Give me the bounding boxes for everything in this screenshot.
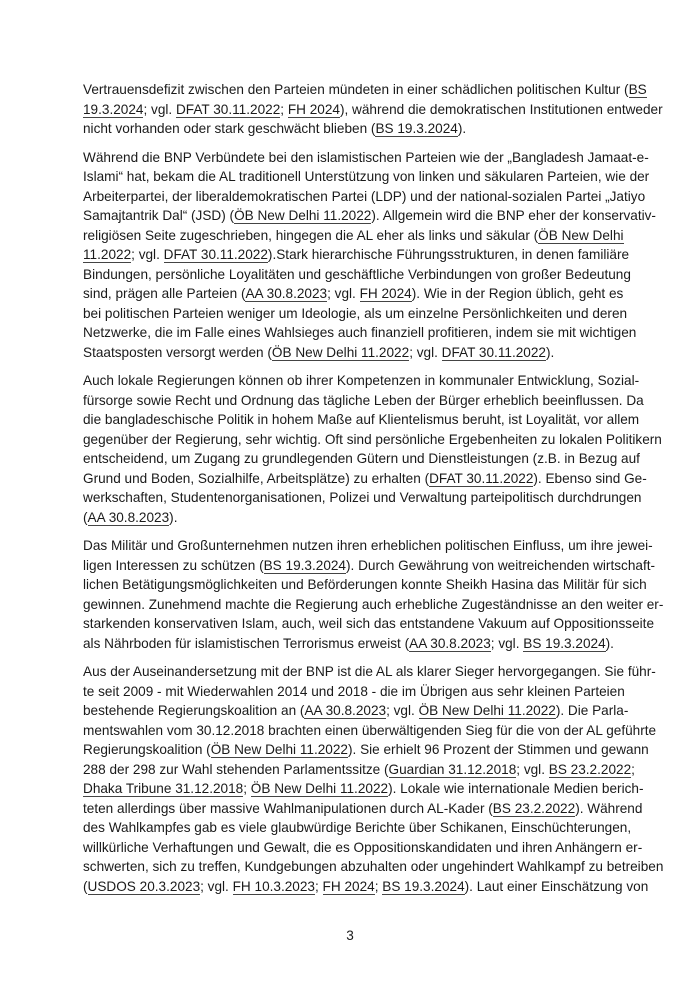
citation-link[interactable]: BS 19.3.2024 [375, 121, 458, 136]
text-segment: teten allerdings über massive Wahlmanipulationen durch AL-Kader ( [83, 800, 493, 816]
citation-link[interactable]: BS 19.3.2024 [263, 557, 346, 573]
text-segment: ligen Interessen zu schützen ( [83, 557, 264, 573]
citation-link[interactable]: AA 30.8.2023 [245, 286, 328, 301]
text-segment: Während die BNP Verbündete bei den islamistischen Parteien wie der „Bangladesh Jamaat-e- [83, 149, 649, 165]
citation-link[interactable]: USDOS 20.3.2023 [87, 878, 201, 894]
citation-link[interactable]: FH 2024 [287, 101, 340, 117]
text-line [83, 469, 647, 489]
text-segment: die bangladeschische Politik in hohem Maße auf Klientelismus beruht, ist Loyalität, vor allem [83, 412, 640, 427]
text-line [83, 449, 640, 469]
text-segment: bei politischen Parteien weniger um Ideologie, als um einzelne Persönlichkeiten und deren [83, 305, 628, 321]
text-segment: werkschaften, Studentenorganisationen, Polizei und Verwaltung parteipolitisch durchdrungen [83, 490, 642, 505]
text-segment: Staatsposten versorgt werden ( [83, 344, 272, 360]
citation-link[interactable]: AA 30.8.2023 [304, 703, 387, 718]
text-segment: ; [314, 878, 323, 894]
text-line [83, 721, 657, 741]
text-line [83, 877, 649, 897]
text-segment: sind, prägen alle Parteien ( [83, 286, 246, 301]
text-line [83, 206, 656, 226]
citation-link[interactable]: FH 10.3.2023 [232, 878, 315, 894]
text-segment: lichen Betätigungsmöglichkeiten und Beförderungen konnte Sheikh Hasina das Militär für sich [83, 577, 647, 592]
text-segment: ). [457, 121, 467, 136]
text-segment: gegenüber der Regierung, sehr wichtig. Oft sind persönliche Ergebenheiten zu lokalen Politikern [83, 431, 662, 447]
text-segment: religiösen Seite zugeschrieben, hingegen die AL eher als links und säkular ( [83, 227, 539, 243]
citation-link[interactable]: AA 30.8.2023 [409, 635, 491, 651]
citation-link[interactable]: BS [628, 82, 647, 97]
text-segment: schwerten, sich zu treffen, Kundgebungen abzuhalten oder ungehindert Wahlkampf zu betreiben [83, 859, 664, 874]
text-line [83, 575, 647, 595]
text-segment: als Nährboden für islamistischen Terrorismus erweist ( [83, 635, 410, 651]
text-line [83, 857, 664, 877]
text-line [83, 100, 663, 120]
text-segment: ). [169, 509, 178, 525]
text-line [83, 682, 625, 702]
text-line [83, 838, 643, 858]
text-segment: ). [545, 344, 555, 360]
text-line [83, 80, 647, 100]
text-segment: Vertrauensdefizit zwischen den Parteien mündeten in einer schädlichen politischen Kultur ( [83, 82, 629, 97]
text-line [83, 119, 617, 139]
text-line [83, 371, 640, 391]
text-segment: ). Die Parla- [555, 703, 629, 718]
text-segment: Grund und Boden, Sozialhilfe, Arbeitsplätze) zu erhalten ( [83, 470, 430, 486]
text-segment: Samajtantrik Dal“ (JSD) ( [83, 208, 235, 223]
citation-link[interactable]: ÖB New Delhi 11.2022 [418, 703, 556, 718]
text-line [83, 614, 655, 634]
paragraph [83, 148, 656, 363]
text-segment: ; [374, 878, 383, 894]
citation-link[interactable]: Dhaka Tribune 31.12.2018 [83, 781, 244, 796]
text-segment: ( [83, 509, 88, 525]
text-segment: willkürliche Verhaftungen und Gewalt, die es Oppositionskandidaten und ihren Anhängern er- [83, 839, 643, 855]
text-segment: Auch lokale Regierungen können ob ihrer Kompetenzen in kommunaler Entwicklung, Sozial- [83, 373, 640, 388]
citation-link[interactable]: DFAT 30.11.2022 [429, 470, 534, 486]
text-segment: ; vgl. [200, 878, 233, 894]
text-segment: ). Sie erhielt 96 Prozent der Stimmen und gewann [347, 742, 649, 757]
citation-link[interactable]: ÖB New Delhi 11.2022 [250, 781, 389, 796]
text-line [83, 167, 650, 187]
text-line [83, 740, 649, 760]
text-segment: ; vgl. [131, 247, 164, 262]
citation-link[interactable]: AA 30.8.2023 [87, 509, 170, 525]
citation-link[interactable]: FH 2024 [359, 286, 412, 301]
text-segment: Arbeiterpartei, der liberaldemokratischen Partei (LDP) und der national-sozialen Partei „Jatiyo [83, 188, 646, 204]
citation-link[interactable]: ÖB New Delhi 11.2022 [234, 208, 372, 223]
text-segment: ( [83, 878, 88, 894]
text-line [83, 508, 617, 528]
text-line [83, 760, 635, 780]
text-segment: ; vgl. [490, 635, 524, 651]
citation-link[interactable]: BS 23.2.2022 [548, 761, 632, 777]
text-line [83, 323, 637, 343]
text-line [83, 148, 649, 168]
text-segment: entscheidend, um Zugang zu grundlegenden Gütern und Dienstleistungen (z.B. in Bezug auf [83, 451, 640, 466]
citation-link[interactable]: DFAT 30.11.2022 [163, 247, 268, 262]
text-segment: Netzwerke, die im Falle eines Wahlsieges auch finanziell profitieren, indem sie mit wichtigen [83, 325, 637, 340]
citation-link[interactable]: ÖB New Delhi 11.2022 [210, 742, 348, 757]
text-line [83, 595, 664, 615]
text-segment: Islami“ hat, bekam die AL traditionell Unterstützung von linken und säkularen Parteien, wie der [83, 169, 650, 184]
text-line [83, 556, 656, 576]
paragraph [83, 371, 662, 527]
text-line [83, 391, 644, 411]
text-line [83, 265, 631, 285]
text-line [83, 662, 656, 682]
text-line [83, 536, 653, 556]
citation-link[interactable]: 11.2022 [83, 247, 132, 262]
text-segment: ; vgl. [327, 286, 360, 301]
page-number: 3 [346, 928, 354, 943]
text-segment: ; [243, 781, 251, 796]
text-line [83, 304, 628, 324]
paragraph [83, 536, 664, 653]
text-segment: ; vgl. [516, 761, 549, 777]
text-line [83, 799, 643, 819]
text-segment: starkenden konservativen Islam, auch, weil sich das entstandene Vakuum auf Oppositionsseite [83, 616, 655, 631]
text-line [83, 187, 646, 207]
text-segment: des Wahlkampfes gab es viele glaubwürdige Berichte über Schikanen, Einschüchterungen, [83, 820, 632, 835]
text-line [83, 488, 642, 508]
text-segment: nicht vorhanden oder stark geschwächt blieben ( [83, 121, 376, 136]
citation-link[interactable]: BS 23.2.2022 [492, 800, 576, 816]
text-line [83, 779, 644, 799]
citation-link[interactable]: DFAT 30.11.2022 [175, 101, 281, 117]
text-line [83, 245, 630, 265]
text-segment: ). Allgemein wird die BNP eher der konservativ- [371, 208, 656, 223]
text-line [83, 634, 617, 654]
text-segment: ). Lokale wie internationale Medien berich- [388, 781, 644, 796]
text-segment: ; vgl. [409, 344, 442, 360]
text-segment: ; [280, 101, 288, 117]
text-segment: mentswahlen vom 30.12.2018 brachten einen überwältigenden Sieg für die von der AL geführte [83, 722, 657, 738]
text-segment: ; vgl. [143, 101, 176, 117]
citation-link[interactable]: DFAT 30.11.2022 [441, 344, 546, 360]
text-segment: Das Militär und Großunternehmen nutzen ihren erheblichen politischen Einfluss, um ihre jewei- [83, 538, 653, 553]
text-segment: ; vgl. [386, 703, 419, 718]
paragraph [83, 80, 663, 139]
text-segment: ). Ebenso sind Ge- [533, 470, 647, 486]
text-line [83, 284, 624, 304]
text-line [83, 343, 617, 363]
citation-link[interactable]: BS 19.3.2024 [523, 635, 606, 651]
document-body [83, 80, 664, 905]
text-segment: ; [631, 761, 635, 777]
text-segment: te seit 2009 - mit Wiederwahlen 2014 und 2018 - die im Übrigen aus sehr kleinen Parteien [83, 683, 625, 699]
citation-link[interactable]: ÖB New Delhi [538, 227, 624, 243]
citation-link[interactable]: ÖB New Delhi 11.2022 [271, 344, 410, 360]
text-line [83, 226, 624, 246]
citation-link[interactable]: BS 19.3.2024 [382, 878, 465, 894]
text-segment: bestehende Regierungskoalition an ( [83, 703, 305, 718]
text-line [83, 430, 662, 450]
text-segment: ). [605, 635, 614, 651]
text-segment: Bindungen, persönliche Loyalitäten und geschäftliche Verbindungen von großer Bedeutung [83, 266, 631, 282]
text-segment: Aus der Auseinandersetzung mit der BNP ist die AL als klarer Sieger hervorgegangen. Sie führ- [83, 664, 656, 679]
text-segment: ).Stark hierarchische Führungsstrukturen, in denen familiäre [267, 247, 630, 262]
text-line [83, 410, 640, 430]
text-segment: ). Wie in der Region üblich, geht es [411, 286, 624, 301]
text-line [83, 701, 629, 721]
text-segment: fürsorge sowie Recht und Ordnung das tägliche Leben der Bürger erheblich beeinflussen. Da [83, 392, 644, 408]
text-segment: gewinnen. Zunehmend machte die Regierung auch erhebliche Zugeständnisse an den weiter er- [83, 596, 664, 612]
text-segment: ), während die demokratischen Institutionen entweder [339, 101, 663, 117]
text-segment: 288 der 298 zur Wahl stehenden Parlamentssitze ( [83, 761, 389, 777]
citation-link[interactable]: 19.3.2024 [83, 101, 144, 117]
text-segment: Regierungskoalition ( [83, 742, 211, 757]
text-segment: ). Während [575, 800, 643, 816]
text-line [83, 818, 632, 838]
text-segment: ). Durch Gewährung von weitreichenden wirtschaft- [346, 557, 656, 573]
citation-link[interactable]: FH 2024 [322, 878, 375, 894]
text-segment: ). Laut einer Einschätzung von [464, 878, 649, 894]
citation-link[interactable]: Guardian 31.12.2018 [388, 761, 517, 777]
paragraph [83, 662, 664, 896]
